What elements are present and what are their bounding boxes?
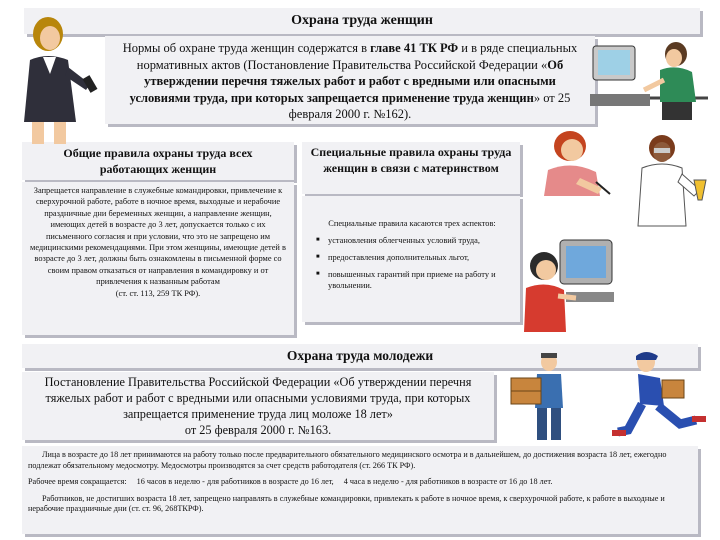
youth-hours-paragraph [28,477,692,488]
women-title: Охрана труда женщин [291,13,433,28]
special-rules-body [302,196,520,322]
woman-lab-icon [622,130,712,230]
youth-details [22,446,698,534]
woman-computer-icon [588,36,713,126]
intro-text-3: » от 25 февраля 2000 г. №162). [288,90,571,121]
youth-decree-date: от 25 февраля 2000 г. №163. [184,423,332,437]
intro-chapter: главе 41 ТК РФ [370,41,459,55]
intro-text-1: Нормы об охране труда женщин содержатся в [122,41,371,55]
women-intro [105,36,595,124]
youth-decree [22,372,494,440]
youth-hours-label: Рабочее время сокращается: [28,477,127,486]
youth-decree-text: Постановление Правительства Российской Федерации «Об утверждении перечня тяжелых работ и работ с вредными или опасными условиями труда, при которых запрещается применение труда лиц моложе 18 лет» [44,375,472,421]
women-title-bar [24,8,700,34]
general-rules-ref: (ст. ст. 113, 259 ТК РФ). [115,288,201,298]
courier-running-icon [610,350,710,446]
worker-box-icon [505,350,575,445]
special-rule-item: ■ повышенных гарантий при приеме на работу и увольнении. [316,269,508,291]
youth-hours-under16: 16 часов в неделю - для работников в возрасте до 16 лет, [136,477,334,486]
general-rules-text: Запрещается направление в служебные командировки, привлечение к сверхурочной работе, работе в ночное время, выходные и нерабочие праздничные дни беременных женщин, а направление женщин, имеющих детей в возрасте до 3 лет, допускается только с их письменного согласия и при условии, что это не запрещено им медицинскими рекомендациями. При этом женщины, имеющие детей в возрасте до 3 лет, должны быть ознакомлены в письменной форме со своим правом отказаться от направления в командировку и от привлечения к названным работам [30,186,286,287]
intro-decree-title: Об утверждении перечня тяжелых работ и работ с вредными или опасными условиями труда, при которых запрещается применение труда женщин [129,57,564,105]
general-rules-header-text: Общие правила охраны труда всех работающих женщин [63,146,253,176]
general-rules-body [22,182,294,335]
special-rules-intro: Специальные правила касаются трех аспектов: [328,219,496,228]
special-rule-item: ■ установления облегченных условий труда, [316,235,508,246]
child-computer-icon [520,226,620,336]
youth-restrictions-paragraph: Работников, не достигших возраста 18 лет, запрещено направлять в служебные командировки, привлекать к работе в ночное время, к сверхурочной работе, к работе в выходные и нерабочие праздничные дни (ст. ст. 96, 268ТКРФ). [28,493,665,513]
special-rules-header [302,142,520,194]
special-rules-header-text: Специальные правила охраны труда женщин в связи с материнством [310,145,512,175]
youth-title: Охрана труда молодежи [286,348,434,363]
special-rule-item: ■ предоставления дополнительных льгот, [316,252,508,263]
intro-text-2: и в ряде специальных нормативных актов (Постановление Правительства Российской Федерации « [136,41,578,72]
businesswoman-phone-icon [10,12,105,147]
youth-title-bar [22,344,698,368]
youth-medical-paragraph: Лица в возрасте до 18 лет принимаются на работу только после предварительного обязательного медицинского осмотра и в дальнейшем, до достижения возраста 18 лет, ежегодно подлежат обязательному медосмотру. Медосмотры производятся за счет средств работодателя (ст. 266 ТК РФ). [28,450,667,470]
woman-writing-icon [530,126,615,201]
general-rules-header [22,142,294,180]
youth-hours-16to18: 4 часа в неделю - для работников в возрасте от 16 до 18 лет. [343,477,553,486]
